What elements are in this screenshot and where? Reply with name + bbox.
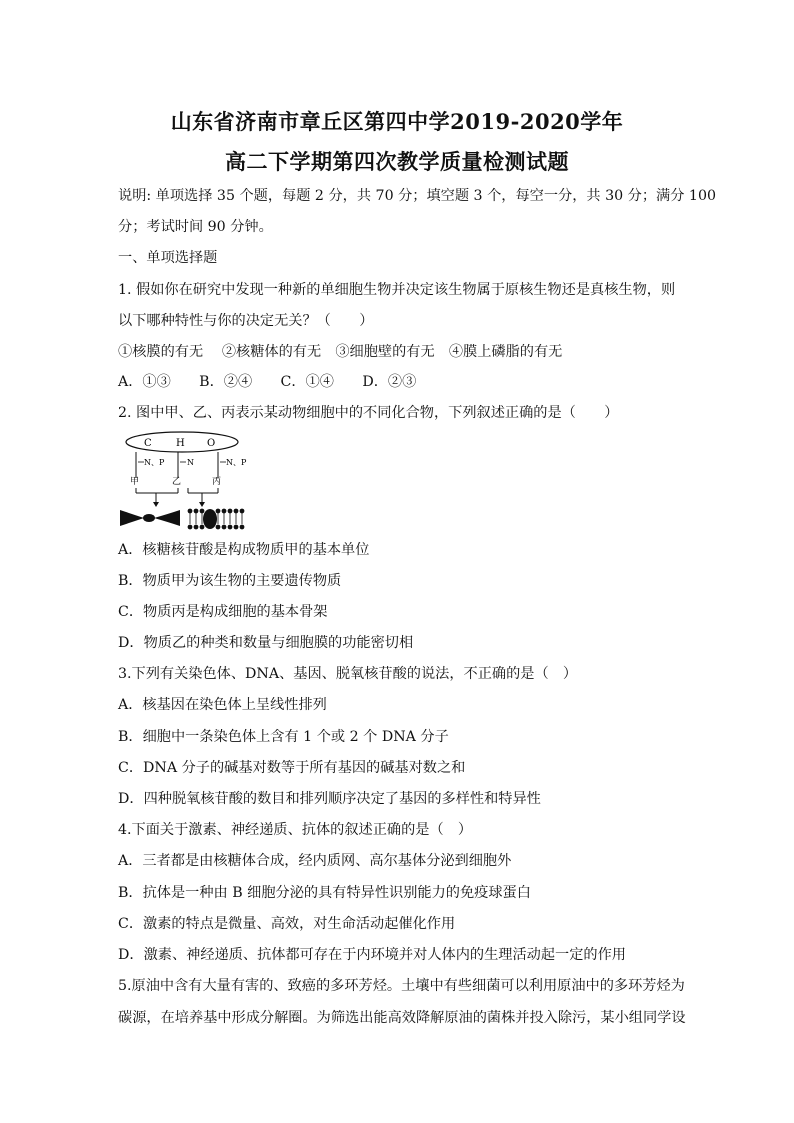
element-h: H: [176, 438, 185, 449]
chromosome-left-arm: [120, 510, 144, 526]
q4-option-c: C．激素的特点是微量、高效，对生命活动起催化作用: [118, 916, 456, 932]
q1-options: A．①③ B．②④ C．①④ D．②③: [118, 374, 417, 390]
q3-option-a: A．核基因在染色体上呈线性排列: [118, 697, 327, 713]
element-o: O: [207, 438, 216, 449]
q4-stem: 4.下面关于激素、神经递质、抗体的叙述正确的是（ ）: [118, 822, 473, 838]
addition-label-3: N、P: [226, 458, 247, 467]
title-line-2: 高二下学期第四次教学质量检测试题: [225, 149, 569, 174]
compound-jia: 甲: [130, 477, 140, 487]
compound-yi: 乙: [172, 477, 182, 487]
intro-line-1: 说明: 单项选择 35 个题，每题 2 分，共 70 分；填空题 3 个，每空一分，共 30 分；满分 100: [118, 188, 717, 204]
q1-features: ①核膜的有无 ②核糖体的有无 ③细胞壁的有无 ④膜上磷脂的有无: [118, 344, 563, 360]
addition-label-2: N: [187, 458, 194, 467]
chromosome-centromere: [143, 514, 155, 522]
q1-stem-line-1: 1. 假如你在研究中发现一种新的单细胞生物并决定该生物属于原核生物还是真核生物，则: [118, 282, 676, 298]
q2-option-b: B．物质甲为该生物的主要遗传物质: [118, 573, 342, 589]
q4-option-d: D．激素、神经递质、抗体都可存在于内环境并对人体内的生理活动起一定的作用: [118, 947, 626, 963]
compound-diagram: [118, 428, 258, 532]
element-c: C: [144, 438, 152, 449]
addition-label-1: N、P: [144, 458, 165, 467]
q5-stem-line-1: 5.原油中含有大量有害的、致癌的多环芳烃。土壤中有些细菌可以利用原油中的多环芳烃为: [118, 978, 685, 994]
chromosome-arrow-head: [153, 502, 159, 507]
q3-option-c: C．DNA 分子的碱基对数等于所有基因的碱基对数之和: [118, 760, 466, 776]
intro-line-2: 分；考试时间 90 分钟。: [118, 219, 273, 235]
chromosome-right-arm: [154, 510, 180, 526]
q2-option-a: A．核糖核苷酸是构成物质甲的基本单位: [118, 542, 370, 558]
q3-option-b: B．细胞中一条染色体上含有 1 个或 2 个 DNA 分子: [118, 729, 449, 745]
q2-diagram: [118, 428, 258, 532]
section-heading: 一、单项选择题: [118, 250, 218, 266]
q3-option-d: D．四种脱氧核苷酸的数目和排列顺序决定了基因的多样性和特异性: [118, 791, 541, 807]
q1-stem-line-2: 以下哪种特性与你的决定无关？（ ）: [118, 313, 374, 329]
q5-stem-line-2: 碳源，在培养基中形成分解圈。为筛选出能高效降解原油的菌株并投入除污，某小组同学设: [118, 1010, 686, 1026]
q2-option-c: C．物质丙是构成细胞的基本骨架: [118, 604, 328, 620]
q3-stem: 3.下列有关染色体、DNA、基因、脱氧核苷酸的说法，不正确的是（ ）: [118, 666, 578, 682]
q2-stem: 2. 图中甲、乙、丙表示某动物细胞中的不同化合物，下列叙述正确的是（ ）: [118, 405, 619, 421]
title-line-1: 山东省济南市章丘区第四中学2019-2020学年: [170, 109, 624, 134]
cell-membrane-icon: [188, 509, 245, 530]
q4-option-b: B．抗体是一种由 B 细胞分泌的具有特异性识别能力的免疫球蛋白: [118, 885, 531, 901]
compound-bing: 丙: [212, 477, 222, 487]
q4-option-a: A．三者都是由核糖体合成，经内质网、高尔基体分泌到细胞外: [118, 853, 512, 869]
membrane-arrow-head: [199, 502, 205, 507]
q2-option-d: D．物质乙的种类和数量与细胞膜的功能密切相: [118, 635, 414, 651]
